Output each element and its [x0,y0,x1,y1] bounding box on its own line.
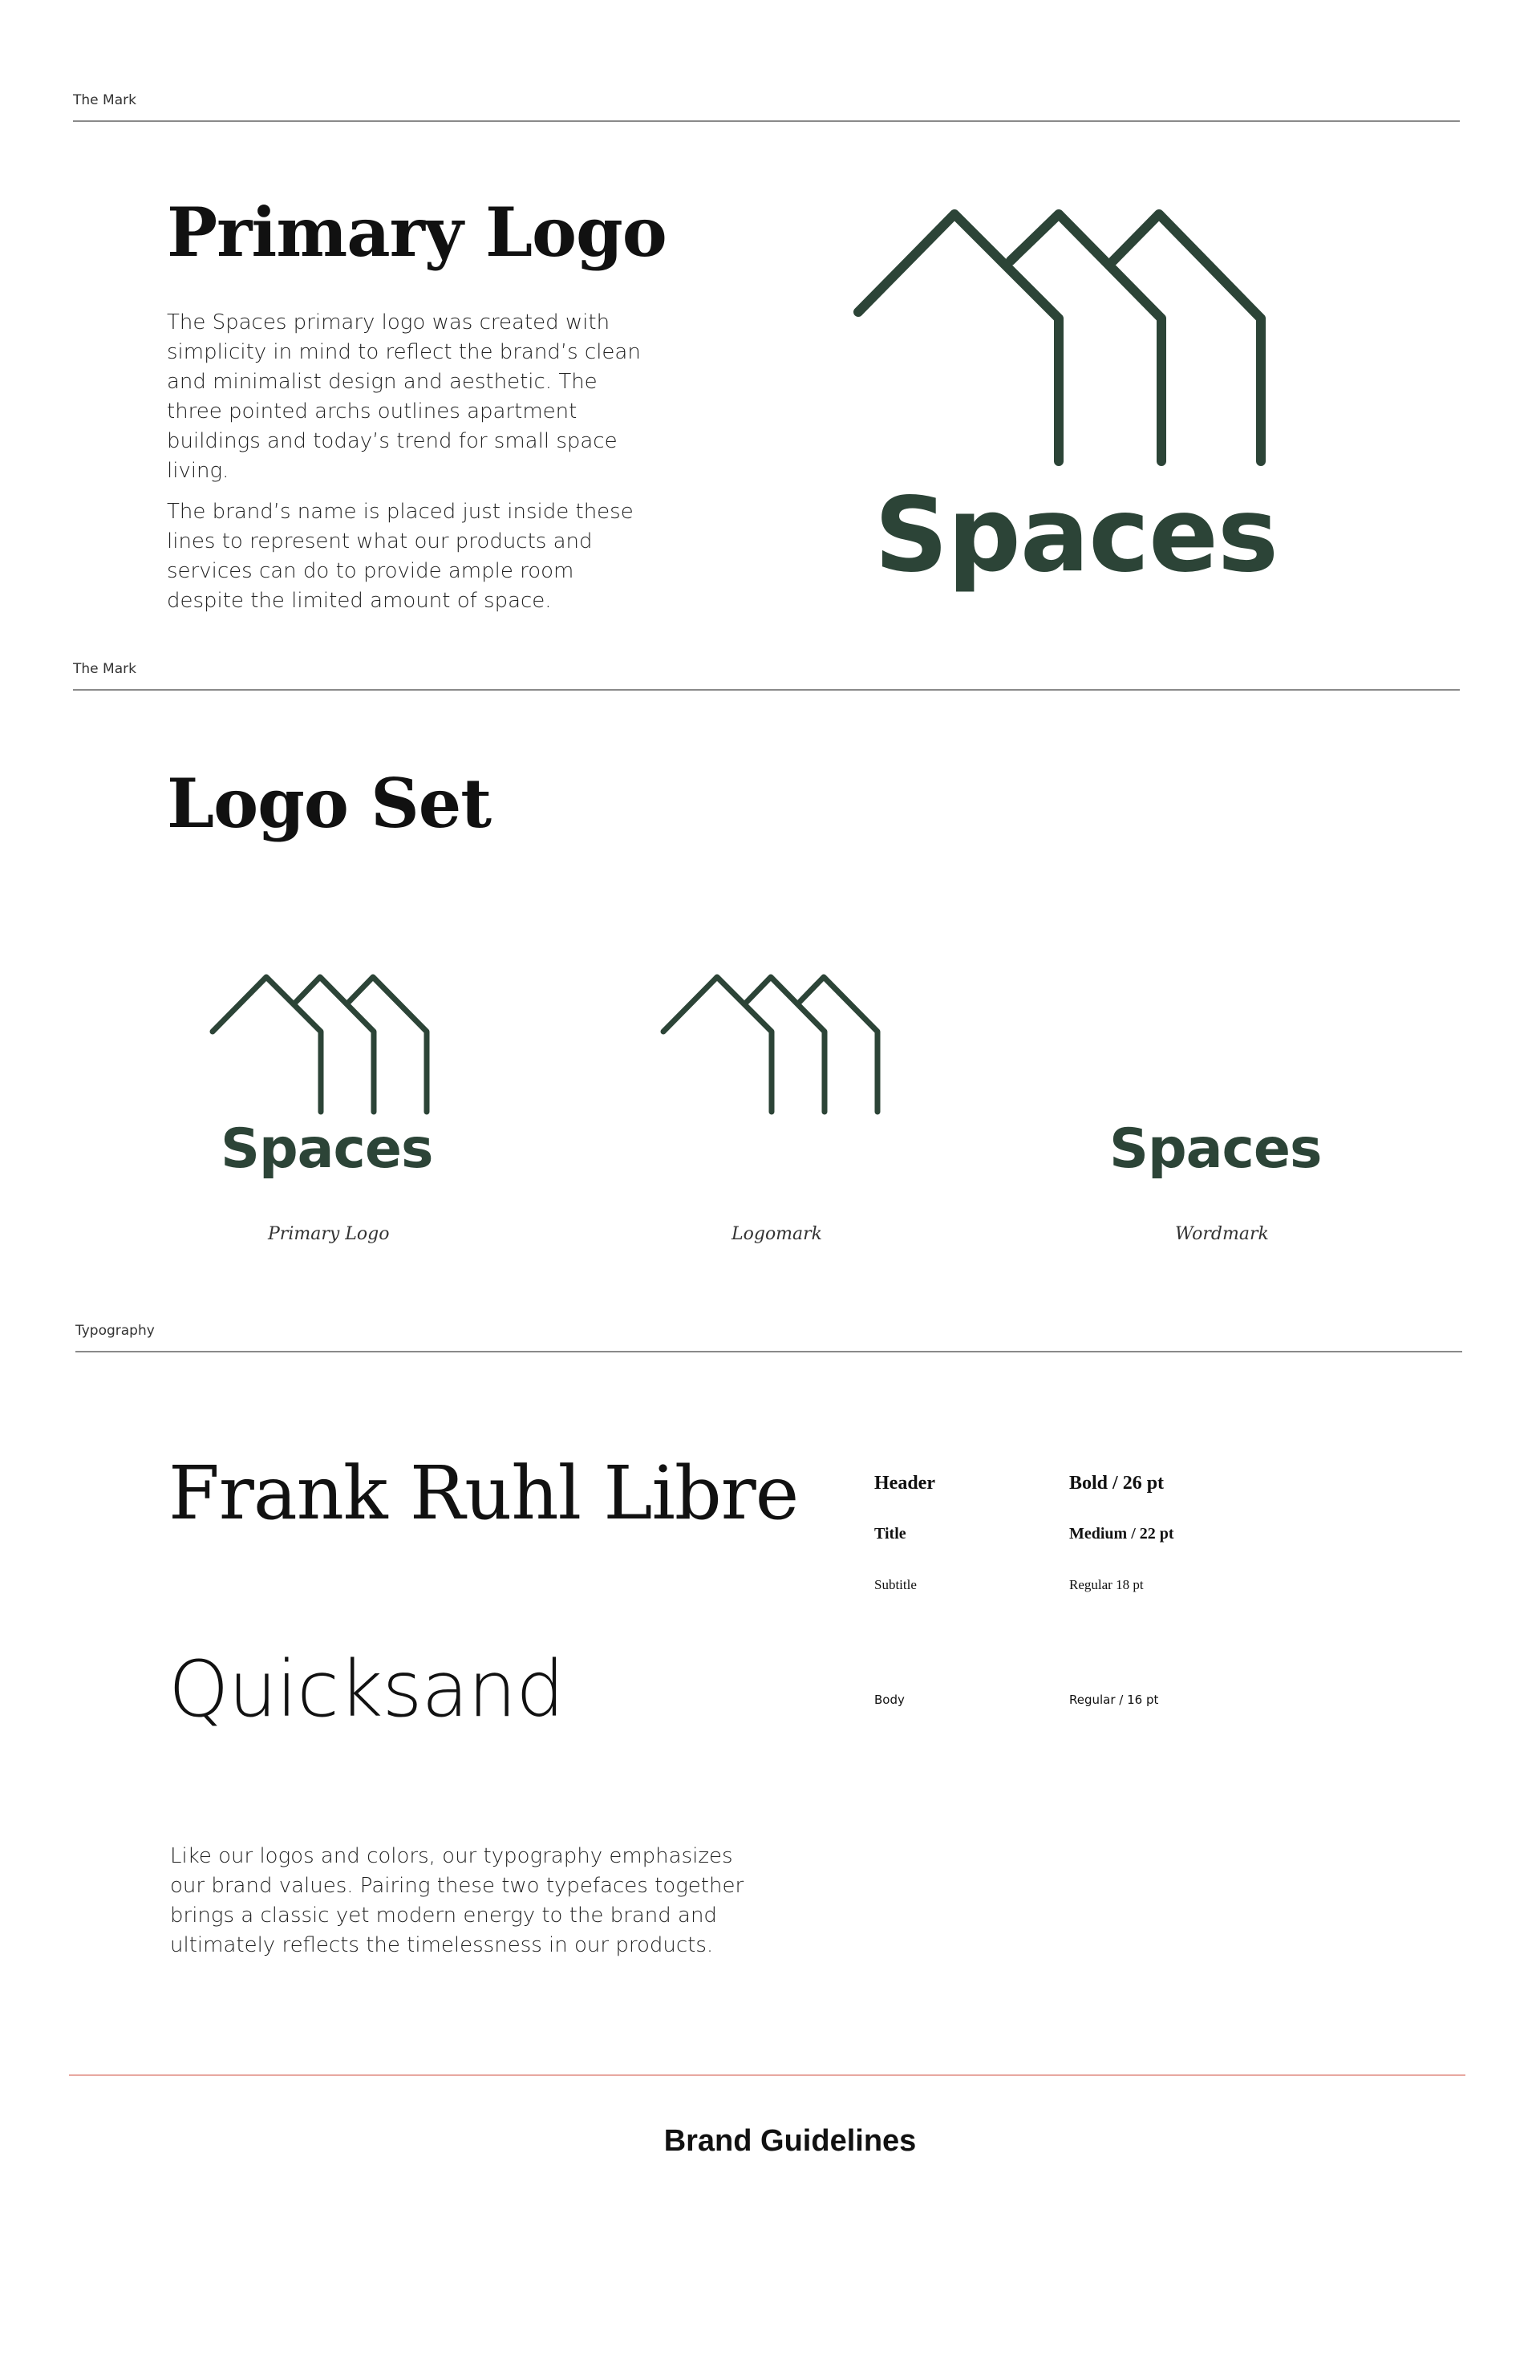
caption-wordmark: Wordmark [1175,1224,1269,1244]
section-label-mark-2: The Mark [73,661,136,677]
primary-logo-title: Primary Logo [167,193,667,272]
spec-body-name: Body [874,1693,905,1707]
primary-wordmark: Spaces [874,476,1279,595]
spec-subtitle-value: Regular 18 pt [1069,1577,1144,1592]
caption-logomark: Logomark [732,1224,823,1244]
caption-primary-logo: Primary Logo [268,1224,390,1244]
section-label-typography: Typography [75,1323,155,1339]
logo-set-logomark-icon [658,971,886,1117]
typeface-sample-sans: Quicksand [168,1644,565,1734]
description-paragraph-1: The Spaces primary logo was created with simplicity in mind to reflect the brand’s clean and minimalist design and aesthetic. The three pointed archs outlines apartment buildings and today’s trend for small space living. [167,310,641,483]
typography-description: Like our logos and colors, our typography emphasizes our brand values. Pairing these two typefaces together brings a classic yet modern energy to the brand and ultimately reflects the timelessness in our products. [170,1844,744,1957]
logo-set-title: Logo Set [167,764,492,843]
section-label-mark: The Mark [73,92,136,108]
footer-divider [69,2074,1465,2076]
section-divider [73,689,1460,691]
primary-logomark-icon [850,205,1275,469]
spec-subtitle-name: Subtitle [874,1577,917,1592]
primary-logo-description [167,308,648,627]
logo-set-wordmark: Spaces [1109,1117,1322,1181]
logo-set-primary-wordmark: Spaces [221,1117,433,1181]
spec-title-name: Title [874,1525,906,1543]
logo-set-primary-logomark-icon [207,971,435,1117]
section-divider [73,120,1460,122]
typeface-sample-serif: Frank Ruhl Libre [168,1450,799,1536]
spec-header-name: Header [874,1473,935,1494]
spec-body-value: Regular / 16 pt [1069,1693,1159,1707]
spec-title-value: Medium / 22 pt [1069,1525,1174,1543]
spec-header-value: Bold / 26 pt [1069,1473,1165,1494]
footer-title: Brand Guidelines [663,2124,917,2158]
section-divider [75,1351,1462,1352]
description-paragraph-2: The brand’s name is placed just inside these lines to represent what our products and services can do to provide ample room despite the limited amount of space. [167,500,634,613]
